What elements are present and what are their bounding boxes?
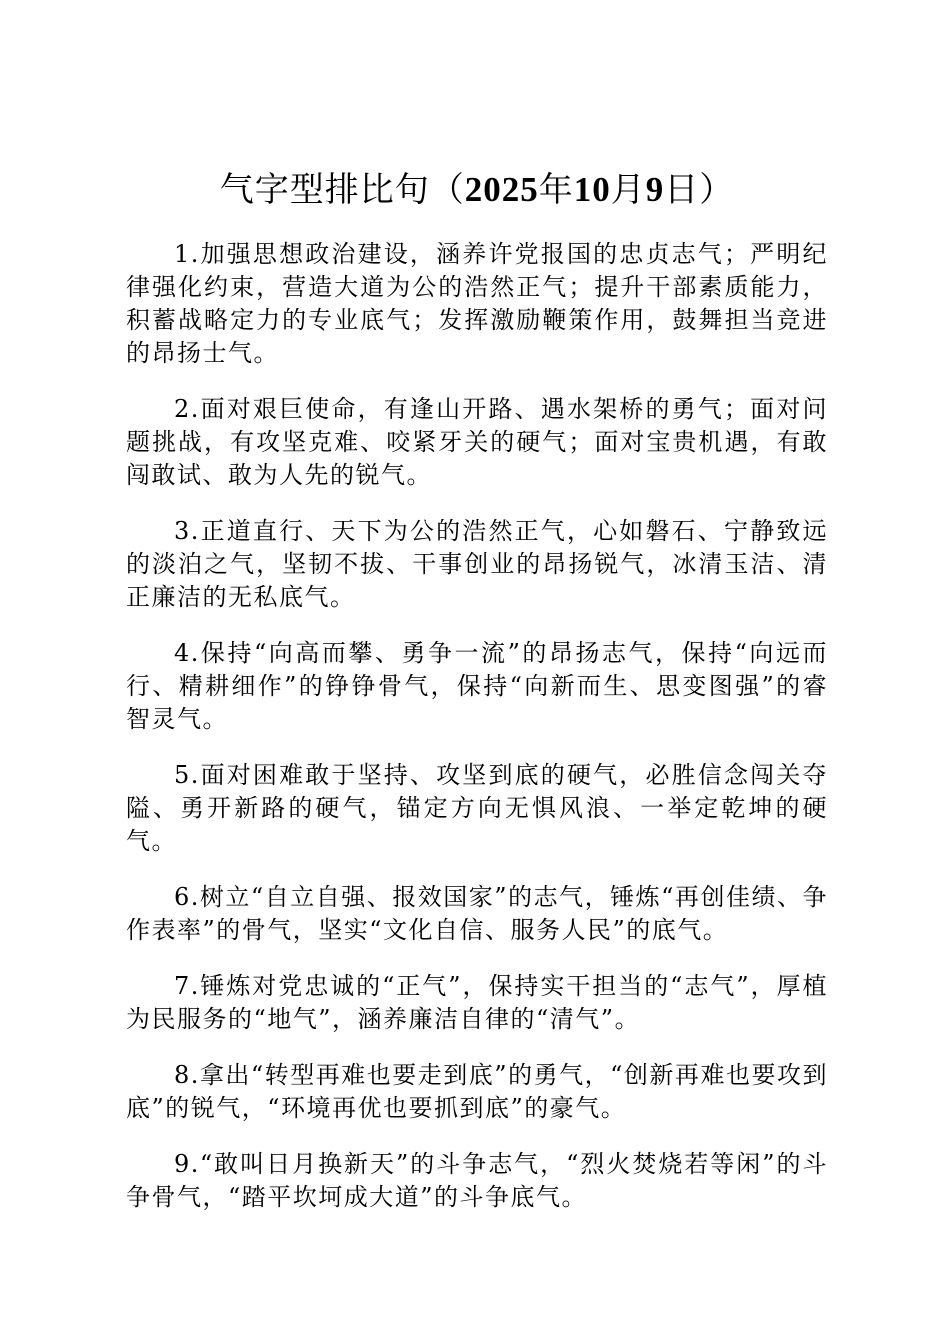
paragraph-4: 4.保持“向高而攀、勇争一流”的昂扬志气，保持“向远而行、精耕细作”的铮铮骨气，保持“向新而生、思变图强”的睿智灵气。: [126, 639, 828, 733]
title-year-unit: 年: [538, 170, 574, 210]
paragraph-6: 6.树立“自立自强、报效国家”的志气，锤炼“再创佳绩、争作表率”的骨气，坚实“文化自信、服务人民”的底气。: [126, 883, 828, 944]
paragraph-7: 7.锤炼对党忠诚的“正气”，保持实干担当的“志气”，厚植为民服务的“地气”，涵养廉洁自律的“清气”。: [126, 972, 828, 1033]
paragraph-8: 8.拿出“转型再难也要走到底”的勇气，“创新再难也要攻到底”的锐气，“环境再优也要抓到底”的豪气。: [126, 1061, 828, 1122]
paragraph-5: 5.面对困难敢于坚持、攻坚到底的硬气，必胜信念闯关夺隘、勇开新路的硬气，锚定方向无惧风浪、一举定乾坤的硬气。: [126, 761, 828, 855]
paragraph-2: 2.面对艰巨使命，有逢山开路、遇水架桥的勇气；面对问题挑战，有攻坚克难、咬紧牙关的硬气；面对宝贵机遇，有敢闯敢试、敢为人先的锐气。: [126, 395, 828, 489]
title-prefix: 气字型排比句（: [219, 170, 465, 210]
title-month: 10: [573, 170, 611, 209]
document-title: [126, 168, 828, 212]
title-year: 2025: [464, 170, 539, 209]
paragraph-1: 1.加强思想政治建设，涵养许党报国的忠贞志气；严明纪律强化约束，营造大道为公的浩然正气；提升干部素质能力，积蓄战略定力的专业底气；发挥激励鞭策作用，鼓舞担当竞进的昂扬士气。: [126, 240, 828, 367]
title-month-unit: 月: [610, 170, 646, 210]
title-day: 9: [645, 170, 665, 209]
title-suffix: 日）: [664, 170, 735, 210]
paragraph-9: 9.“敢叫日月换新天”的斗争志气，“烈火焚烧若等闲”的斗争骨气，“踏平坎坷成大道”的斗争底气。: [126, 1150, 828, 1211]
paragraph-3: 3.正道直行、天下为公的浩然正气，心如磐石、宁静致远的淡泊之气，坚韧不拔、干事创业的昂扬锐气，冰清玉洁、清正廉洁的无私底气。: [126, 517, 828, 611]
